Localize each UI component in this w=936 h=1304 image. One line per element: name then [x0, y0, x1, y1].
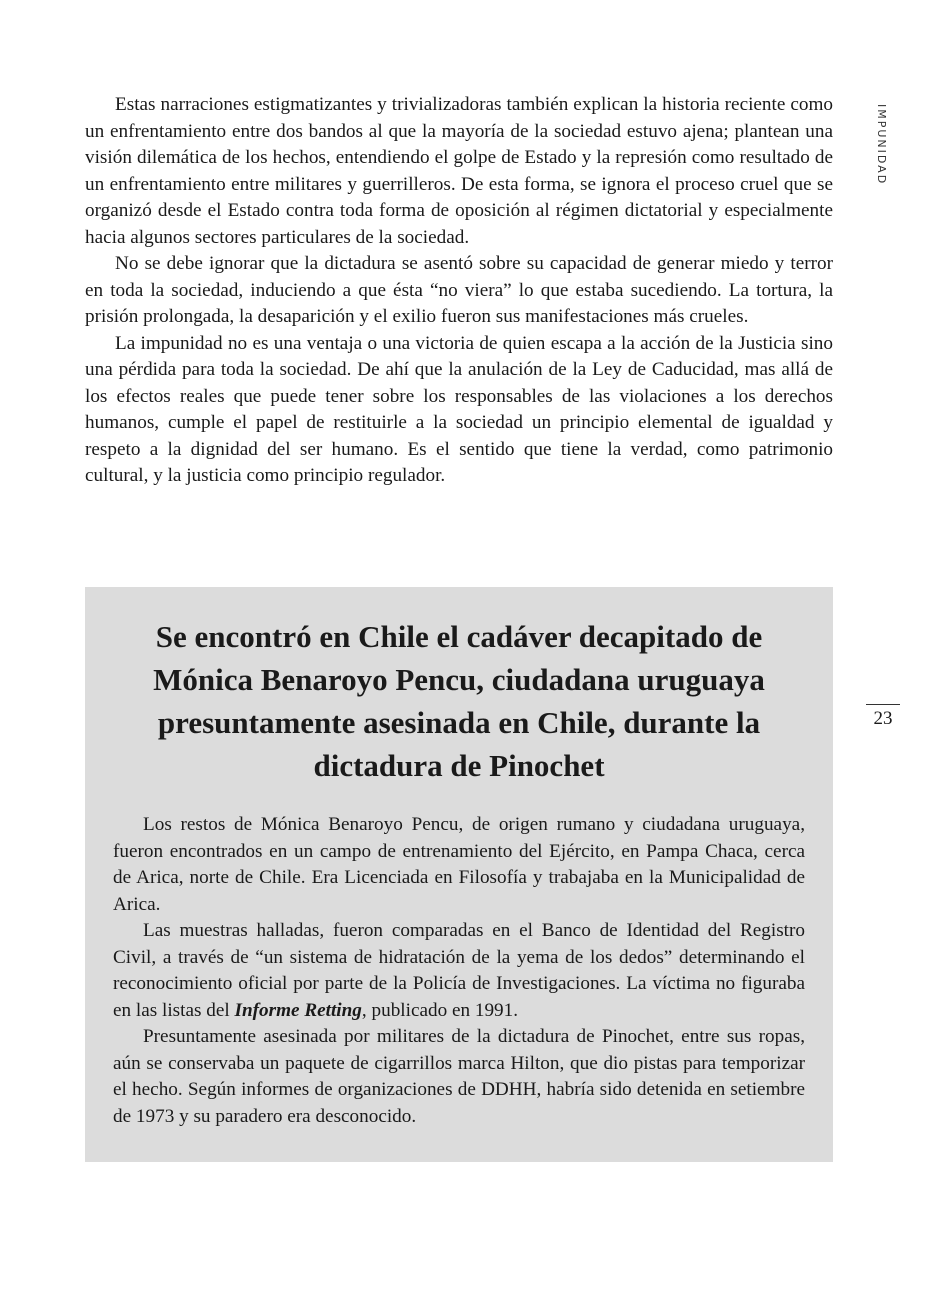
page-number-rule: [866, 704, 900, 705]
report-title: Informe Retting: [234, 999, 362, 1021]
paragraph-text: Las muestras halladas, fueron comparadas en el Banco de Identidad del Registro Civil, a través de “un sistema de hidratación de la yema de los dedos” determinando el reconocimiento oficial por parte de la Policía de Investigaciones. La víctima no figuraba en las listas del: [113, 920, 805, 1021]
paragraph: La impunidad no es una ventaja o una victoria de quien escapa a la acción de la Justicia sino una pérdida para toda la sociedad. De ahí que la anulación de la Ley de Caducidad, mas allá de los efectos reales que puede tener sobre los responsables de las violaciones a los derechos humanos, cumple el papel de restituirle a la sociedad un principio elemental de igualdad y respeto a la dignidad del ser humano. Es el sentido que tiene la verdad, como patrimonio cultural, y la justicia como principio regulador.: [85, 332, 833, 486]
news-box: [85, 587, 833, 1162]
running-header: IMPUNIDAD: [875, 104, 888, 186]
box-body: [113, 812, 805, 1130]
paragraph: No se debe ignorar que la dictadura se asentó sobre su capacidad de generar miedo y terror en toda la sociedad, induciendo a que ésta “no viera” lo que estaba sucediendo. La tortura, la prisión prolongada, la desaparición y el exilio fueron sus manifestaciones más crueles.: [85, 253, 833, 327]
page-number: 23: [873, 708, 893, 729]
paragraph: Estas narraciones estigmatizantes y trivializadoras también explican la historia reciente como un enfrentamiento entre dos bandos al que la mayoría de la sociedad estuvo ajena; plantean una visión dilemática de los hechos, entendiendo el golpe de Estado y la represión como resultado de un enfrentamiento entre militares y guerrilleros. De esta forma, se ignora el proceso cruel que se organizó desde el Estado contra toda forma de oposición al régimen dictatorial y especialmente hacia algunos sectores particulares de la sociedad.: [85, 94, 833, 248]
main-text: [85, 92, 833, 490]
box-paragraph: Los restos de Mónica Benaroyo Pencu, de origen rumano y ciudadana uruguaya, fueron encontrados en un campo de entrenamiento del Ejército, en Pampa Chaca, cerca de Arica, norte de Chile. Era Licenciada en Filosofía y trabajaba en la Municipalidad de Arica.: [113, 814, 805, 915]
box-paragraph: [113, 918, 805, 1024]
box-paragraph: Presuntamente asesinada por militares de la dictadura de Pinochet, entre sus ropas, aún se conservaba un paquete de cigarrillos marca Hilton, que dio pistas para temporizar el hecho. Según informes de organizaciones de DDHH, habría sido detenida en setiembre de 1973 y su paradero era desconocido.: [113, 1026, 805, 1127]
box-title: Se encontró en Chile el cadáver decapitado de Mónica Benaroyo Pencu, ciudadana uruguaya presuntamente asesinada en Chile, durante la dictadura de Pinochet: [153, 619, 765, 783]
paragraph-text: , publicado en 1991.: [361, 999, 519, 1021]
